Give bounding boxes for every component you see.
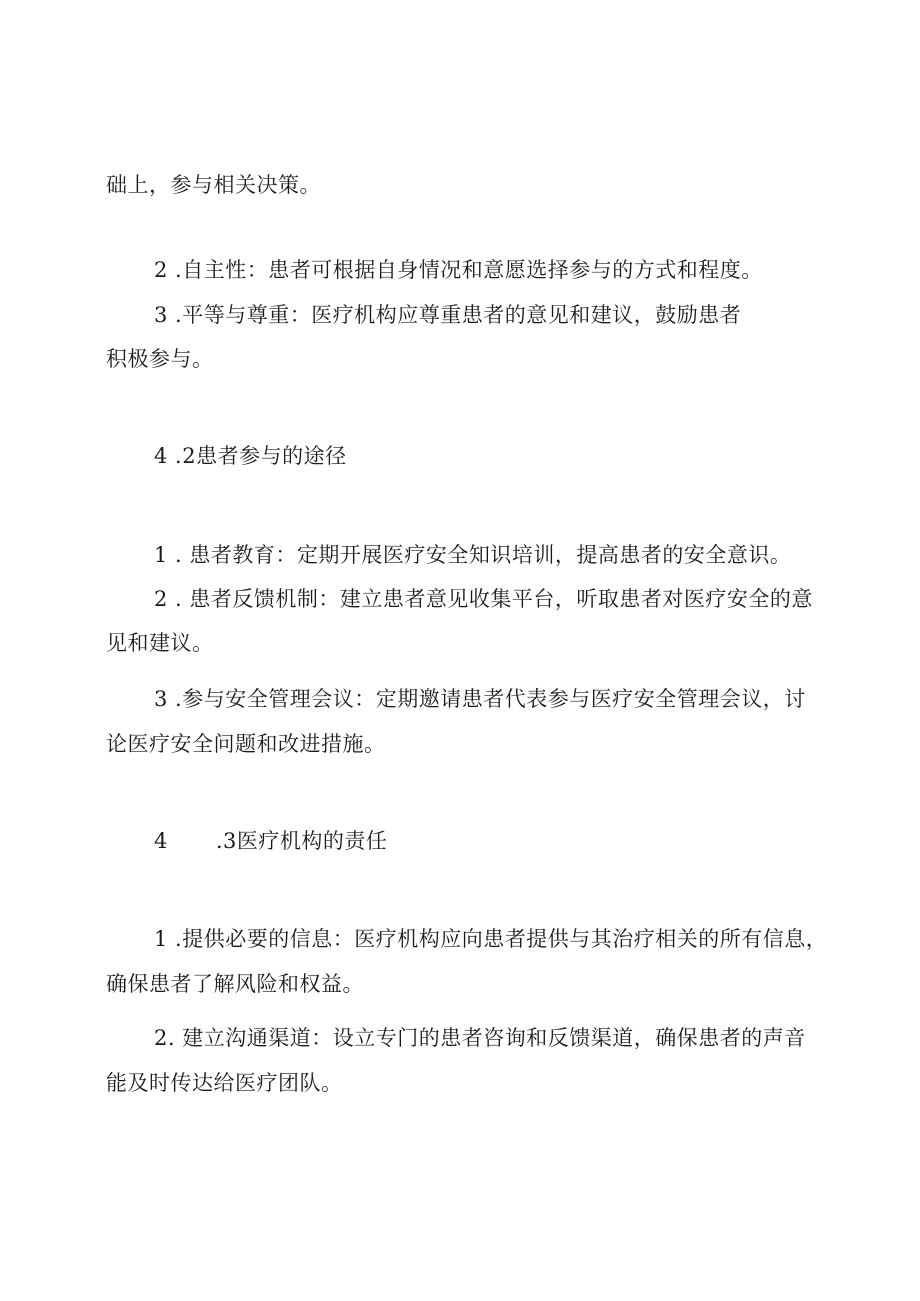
- section-heading-4-2: 4 .2患者参与的途径: [154, 444, 347, 468]
- section-title: .3医疗机构的责任: [215, 829, 388, 853]
- list-item-communication-continuation: 能及时传达给医疗团队。: [106, 1071, 343, 1095]
- list-item-safety-meeting-continuation: 论医疗安全问题和改进措施。: [106, 732, 386, 756]
- list-item-equality-continuation: 积极参与。: [106, 347, 214, 371]
- list-item-safety-meeting: 3 .参与安全管理会议：定期邀请患者代表参与医疗安全管理会议，讨: [154, 687, 806, 711]
- section-heading-4-3: [154, 826, 387, 856]
- section-number: 4: [154, 829, 168, 853]
- list-item-equality: 3 .平等与尊重：医疗机构应尊重患者的意见和建议，鼓励患者: [154, 303, 742, 327]
- list-item-feedback-continuation: 见和建议。: [106, 631, 214, 655]
- list-item-autonomy: 2 .自主性：患者可根据自身情况和意愿选择参与的方式和程度。: [154, 258, 763, 282]
- list-item-provide-information-continuation: 确保患者了解风险和权益。: [106, 972, 364, 996]
- list-item-communication-channels: 2. 建立沟通渠道：设立专门的患者咨询和反馈渠道，确保患者的声音: [154, 1026, 806, 1050]
- list-item-patient-education: 1 . 患者教育：定期开展医疗安全知识培训，提高患者的安全意识。: [154, 543, 792, 567]
- list-item-feedback-mechanism: 2 . 患者反馈机制：建立患者意见收集平台，听取患者对医疗安全的意: [154, 587, 813, 611]
- list-item-provide-information: 1 .提供必要的信息：医疗机构应向患者提供与其治疗相关的所有信息，: [154, 927, 828, 951]
- paragraph-continuation: 础上，参与相关决策。: [106, 173, 321, 197]
